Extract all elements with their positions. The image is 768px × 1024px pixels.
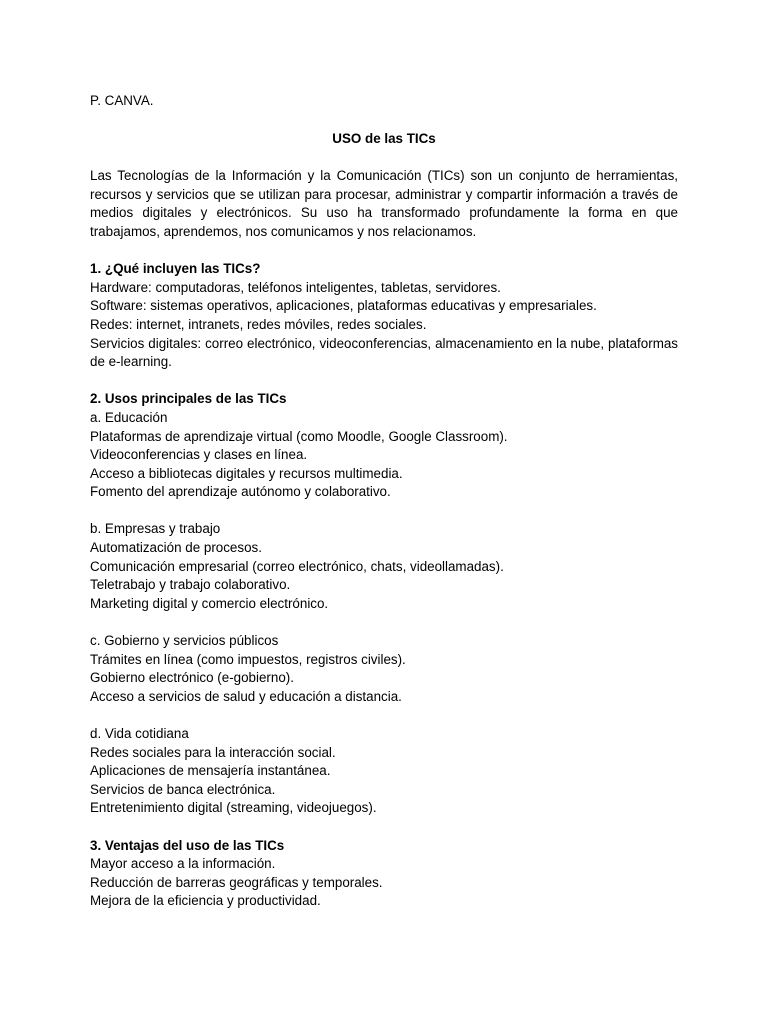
list-item: Mayor acceso a la información. [90,856,276,872]
list-item: Servicios digitales: correo electrónico, videoconferencias, almacenamiento en la nube, plataformas de e-learning. [90,335,678,370]
list-item: Entretenimiento digital (streaming, videojuegos). [90,800,377,816]
list-item: Trámites en línea (como impuestos, registros civiles). [90,651,406,667]
subsection-title: d. Vida cotidiana [90,726,189,741]
section-main-uses [90,390,678,818]
list-item: Hardware: computadoras, teléfonos inteligentes, tabletas, servidores. [90,279,501,295]
list-item: Reducción de barreras geográficas y temporales. [90,874,383,890]
section-heading: 1. ¿Qué incluyen las TICs? [90,261,261,277]
list-item: Acceso a servicios de salud y educación a distancia. [90,688,402,704]
subsection-education [90,409,678,502]
list-item: Teletrabajo y trabajo colaborativo. [90,577,291,593]
list-item: Mejora de la eficiencia y productividad. [90,893,321,909]
subsection-business [90,520,678,613]
list-item: Gobierno electrónico (e-gobierno). [90,670,294,686]
list-item: Comunicación empresarial (correo electrónico, chats, videollamadas). [90,558,504,574]
list-item: Acceso a bibliotecas digitales y recursos multimedia. [90,465,403,481]
intro-paragraph: Las Tecnologías de la Información y la Comunicación (TICs) son un conjunto de herramientas, recursos y servicios que se utilizan para procesar, administrar y compartir información a través de medios digitales y electrónicos. Su uso ha transformado profundamente la forma en que trabajamos, aprendemos, nos comunicamos y nos relacionamos. [90,168,678,239]
subsection-daily-life [90,725,678,818]
subsection-government [90,632,678,706]
section-heading: 2. Usos principales de las TICs [90,391,287,407]
document-body [90,92,678,930]
section-heading: 3. Ventajas del uso de las TICs [90,837,285,853]
list-item: Redes sociales para la interacción social. [90,744,336,760]
document-title: USO de las TICs [332,130,436,146]
list-item: Software: sistemas operativos, aplicaciones, plataformas educativas y empresariales. [90,298,597,314]
list-item: Redes: internet, intranets, redes móviles, redes sociales. [90,316,427,332]
list-item: Servicios de banca electrónica. [90,781,276,797]
subsection-title: c. Gobierno y servicios públicos [90,633,279,649]
section-advantages [90,837,678,911]
list-item: Marketing digital y comercio electrónico. [90,595,329,611]
author-header: P. CANVA. [90,93,154,108]
section-what-includes [90,260,678,372]
list-item: Plataformas de aprendizaje virtual (como Moodle, Google Classroom). [90,428,508,444]
list-item: Videoconferencias y clases en línea. [90,447,308,463]
subsection-title: a. Educación [90,409,168,425]
list-item: Automatización de procesos. [90,540,262,556]
list-item: Aplicaciones de mensajería instantánea. [90,763,331,779]
subsection-title: b. Empresas y trabajo [90,521,221,537]
list-item: Fomento del aprendizaje autónomo y colaborativo. [90,484,391,500]
